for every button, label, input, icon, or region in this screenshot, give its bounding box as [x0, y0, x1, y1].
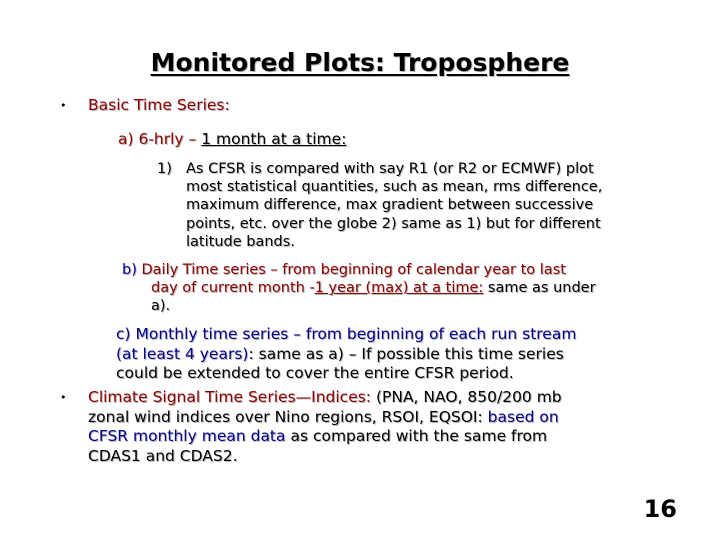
item-b-text: day of current month -: [151, 280, 315, 297]
item-c-text: (at least 4 years): [116, 344, 249, 363]
item-a-prefix: a) 6-hrly –: [118, 130, 202, 148]
item-b-underlined: 1 year (max) at a time:: [314, 280, 484, 297]
item-b-label: b): [122, 262, 142, 278]
item-c-text: : same as a) – If possible this time series: [248, 344, 564, 363]
item-b-text: same as under: [483, 280, 596, 297]
item-c-line: could be extended to cover the entire CFSR period.: [116, 364, 514, 382]
item-1-line-text: As CFSR is compared with say R1 (or R2 or ECMWF) plot: [186, 161, 594, 177]
page-number: 16: [643, 495, 677, 523]
item-b-paragraph: [122, 261, 662, 316]
climate-line: [88, 388, 668, 408]
item-b-line: [122, 279, 662, 297]
climate-line: [88, 408, 668, 428]
item-a-underlined: 1 month at a time:: [201, 130, 347, 148]
bullet-marker: •: [60, 391, 67, 404]
item-a-6hrly: [118, 130, 346, 148]
item-1-line: maximum difference, max gradient between successive: [186, 197, 594, 214]
item-1-line: [157, 160, 677, 178]
climate-line: CDAS1 and CDAS2.: [88, 446, 238, 465]
climate-text: as compared with the same from: [285, 427, 548, 445]
basic-time-series-heading: Basic Time Series:: [88, 96, 230, 114]
climate-text: CFSR monthly mean data: [88, 427, 286, 445]
climate-signal-paragraph: [88, 388, 668, 466]
item-b-line: a).: [151, 298, 171, 315]
item-1-line: most statistical quantities, such as mean, rms difference,: [186, 179, 603, 196]
item-c-line: [116, 345, 676, 365]
item-1-line: points, etc. over the globe 2) same as 1) but for different: [186, 215, 601, 232]
item-1-line: latitude bands.: [186, 233, 295, 250]
item-1-paragraph: [157, 160, 677, 251]
climate-line: [88, 427, 668, 447]
climate-text: Climate Signal Time Series—Indices:: [88, 388, 376, 406]
item-c-paragraph: [116, 325, 676, 384]
item-1-number: 1): [157, 161, 172, 177]
item-b-line: [122, 261, 662, 279]
bullet-marker: •: [60, 99, 67, 112]
climate-text: (PNA, NAO, 850/200 mb: [375, 388, 562, 406]
item-b-line-text: Daily Time series – from beginning of calendar year to last: [141, 262, 566, 278]
item-c-line: c) Monthly time series – from beginning of each run stream: [116, 325, 577, 343]
page-title: Monitored Plots: Troposphere: [150, 48, 570, 77]
climate-text: zonal wind indices over Nino regions, RSOI, EQSOI:: [88, 407, 488, 426]
climate-text: based on: [487, 407, 559, 426]
